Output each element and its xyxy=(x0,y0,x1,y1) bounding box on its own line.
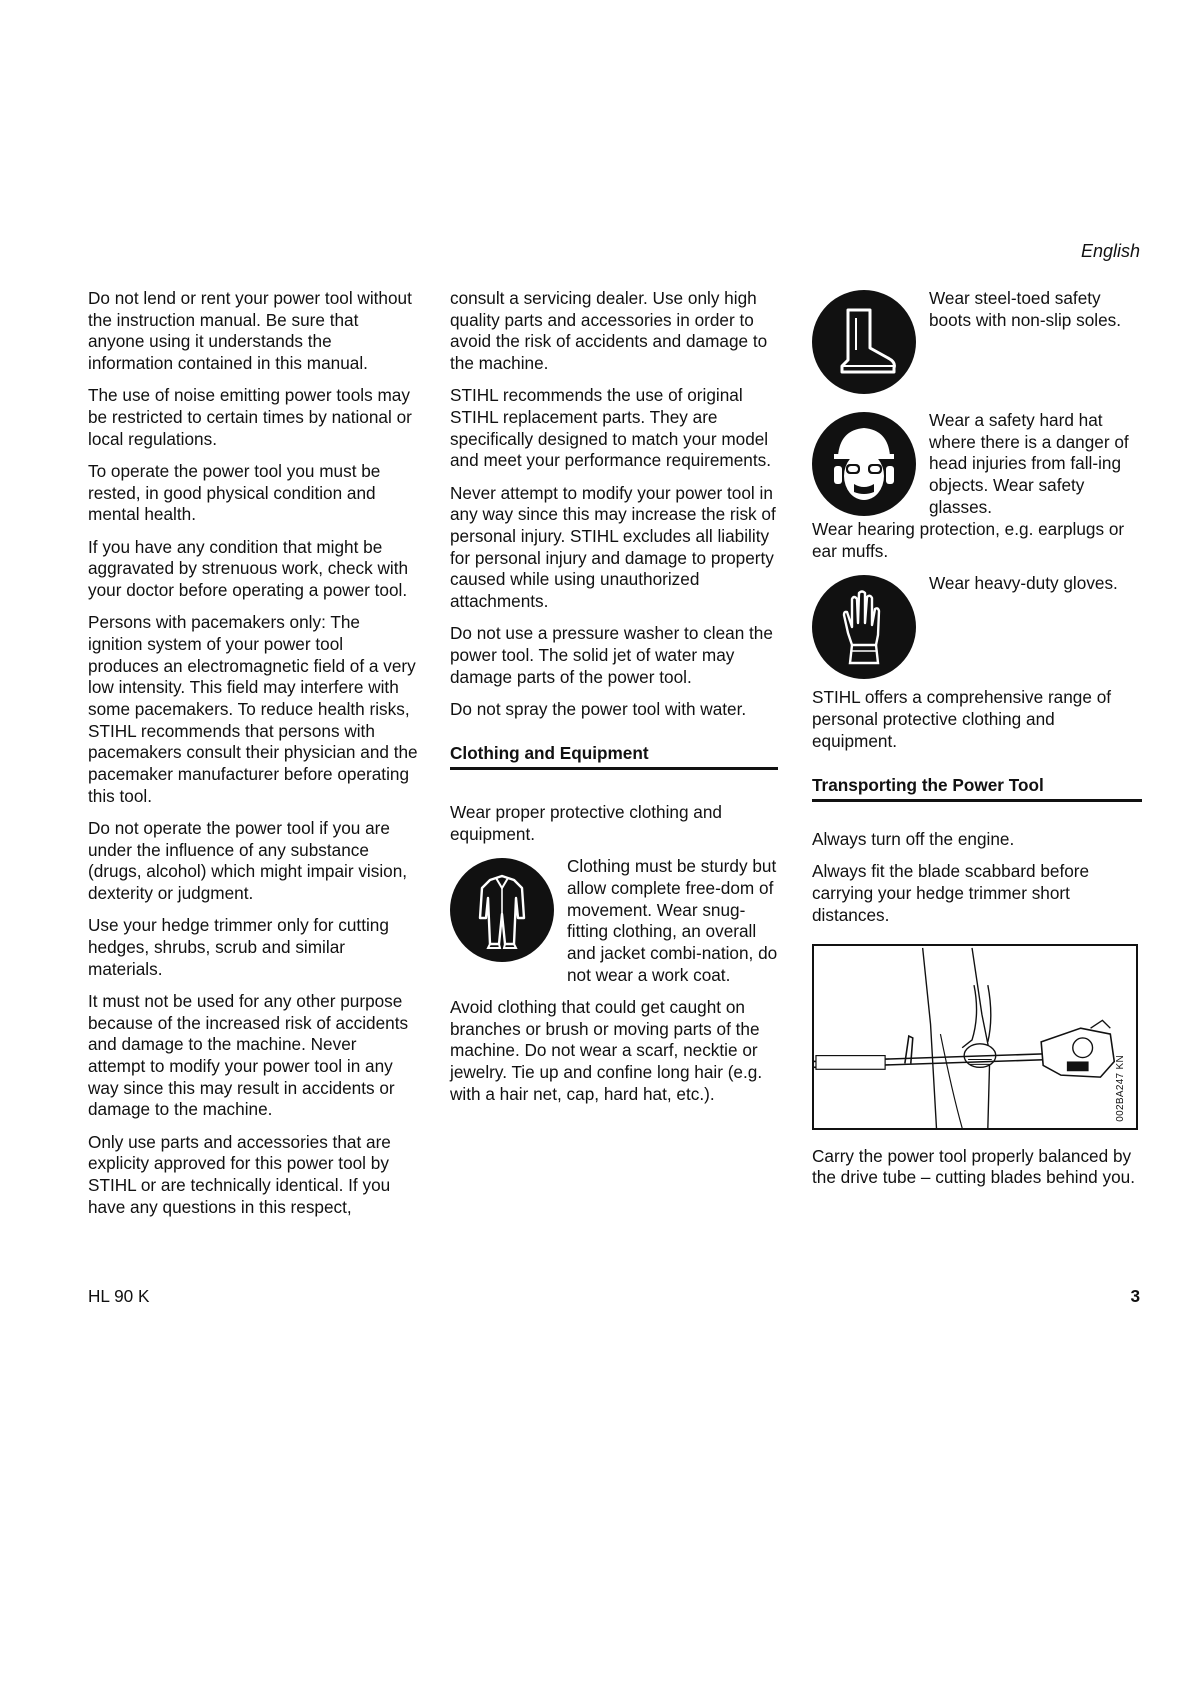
paragraph: Avoid clothing that could get caught on branches or brush or moving parts of the machine. Do not wear a scarf, necktie or jewelry. Tie up and confine long hair (e.g. with a hair net, cap, hard hat, etc.). xyxy=(450,996,763,1104)
hard-hat-text: Wear a safety hard hat where there is a danger of head injuries from fall-ing objects. Wear safety glasses. xyxy=(929,410,1129,517)
hard-hat-item xyxy=(812,410,1142,519)
overall-icon xyxy=(450,858,554,962)
paragraph: consult a servicing dealer. Use only high quality parts and accessories in order to avoid the risk of accidents and damage to the machine. xyxy=(450,288,768,374)
paragraph: It must not be used for any other purpose because of the increased risk of accidents and damage to the machine. Never attempt to modify your power tool in any way since this may result in accidents or damage to the machine. xyxy=(88,990,409,1120)
paragraph: Wear hearing protection, e.g. earplugs or ear muffs. xyxy=(812,519,1125,561)
language-label: English xyxy=(1080,241,1140,261)
paragraph: Carry the power tool properly balanced by the drive tube – cutting blades behind you. xyxy=(812,1145,1135,1188)
paragraph: Do not spray the power tool with water. xyxy=(450,698,747,719)
paragraph: Only use parts and accessories that are explicity approved for this power tool by STIHL or are technically identical. If you have any questions in this respect, xyxy=(88,1131,391,1217)
column-1 xyxy=(88,288,418,1229)
gloves-text: Wear heavy-duty gloves. xyxy=(929,572,1118,593)
paragraph: Use your hedge trimmer only for cutting hedges, shrubs, scrub and similar materials. xyxy=(88,915,389,979)
clothing-text: Clothing must be sturdy but allow complete free-dom of movement. Wear snug-fitting clothing, an overall and jacket combi-nation, do not wear a work coat. xyxy=(567,856,778,985)
paragraph: Persons with pacemakers only: The ignition system of your power tool produces an electromagnetic field of a very low intensity. This field may interfere with some pacemakers. To reduce health risks, STIHL recommends that persons with pacemakers consult their physician and the pacemaker manufacturer before operating this tool. xyxy=(88,612,418,806)
hard-hat-icon xyxy=(812,412,916,516)
paragraph: Do not lend or rent your power tool without the instruction manual. Be sure that anyone using it understands the information contained in this manual. xyxy=(88,288,412,374)
paragraph: STIHL offers a comprehensive range of personal protective clothing and equipment. xyxy=(812,687,1112,751)
paragraph: Never attempt to modify your power tool in any way since this may increase the risk of personal injury. STIHL excludes all liability for personal injury and damage to property caused while using unauthorized attachments. xyxy=(450,482,776,612)
boots-item xyxy=(812,288,1142,392)
carrying-illustration xyxy=(812,944,1138,1130)
paragraph: Always turn off the engine. xyxy=(812,829,1015,850)
paragraph: The use of noise emitting power tools may be restricted to certain times by national or local regulations. xyxy=(88,385,412,449)
gloves-item xyxy=(812,573,1142,677)
model-name: HL 90 K xyxy=(88,1286,150,1306)
figure-code: 002BA247 KN xyxy=(1115,1054,1127,1122)
boots-text: Wear steel-toed safety boots with non-slip soles. xyxy=(929,288,1122,330)
paragraph: Always fit the blade scabbard before carrying your hedge trimmer short distances. xyxy=(812,861,1090,925)
paragraph: STIHL recommends the use of original STIHL replacement parts. They are specifically designed to match your model and meet your performance requirements. xyxy=(450,385,771,471)
glove-icon xyxy=(812,575,916,679)
section-heading-transporting: Transporting the Power Tool xyxy=(812,775,1142,803)
paragraph: To operate the power tool you must be rested, in good physical condition and mental health. xyxy=(88,460,381,525)
paragraph: Do not operate the power tool if you are under the influence of any substance (drugs, alcohol) which might impair vision, dexterity or judgment. xyxy=(88,817,408,904)
paragraph: Wear proper protective clothing and equipment. xyxy=(450,802,722,845)
clothing-item xyxy=(450,856,778,986)
column-2 xyxy=(450,288,778,1116)
paragraph: If you have any condition that might be aggravated by strenuous work, check with your doctor before operating a power tool. xyxy=(88,536,409,600)
paragraph: Do not use a pressure washer to clean the power tool. The solid jet of water may damage parts of the power tool. xyxy=(450,623,773,687)
page-number: 3 xyxy=(1130,1286,1140,1306)
section-heading-clothing: Clothing and Equipment xyxy=(450,743,778,771)
boot-icon xyxy=(812,290,916,394)
column-3 xyxy=(812,288,1142,1199)
